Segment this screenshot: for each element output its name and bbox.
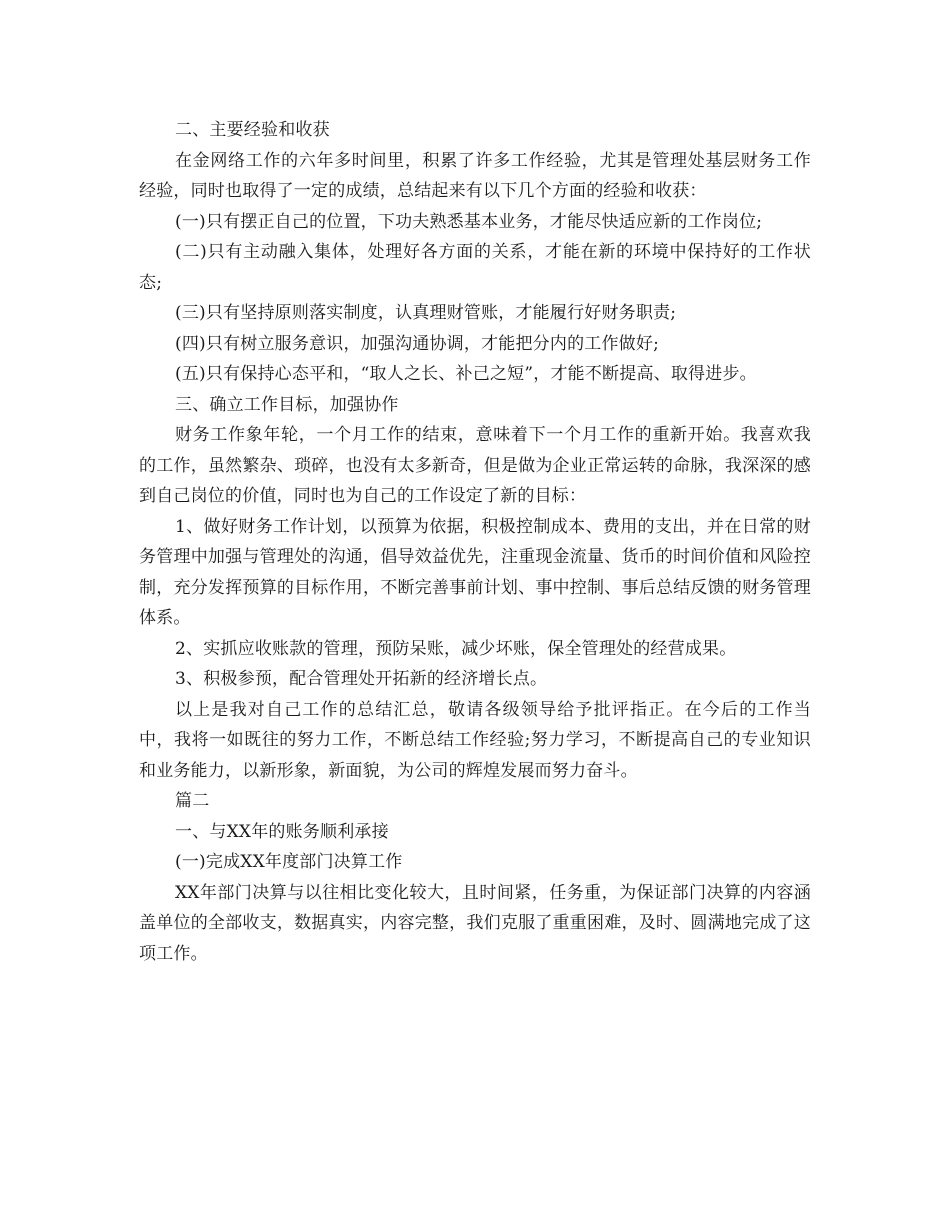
section-heading-3: 三、确立工作目标，加强协作 bbox=[175, 394, 399, 415]
paragraph: XX年部门决算与以往相比变化较大，且时间紧，任务重，为保证部门决算的内容涵盖单位的全部收支，数据真实，内容完整，我们克服了重重困难，及时、圆满地完成了这项工作。 bbox=[139, 882, 811, 964]
part-heading: 篇二 bbox=[175, 791, 210, 811]
list-item: (三)只有坚持原则落实制度，认真理财管账，才能履行好财务职责; bbox=[175, 303, 677, 323]
section-heading-1: 一、与XX年的账务顺利承接 bbox=[175, 821, 389, 842]
list-item: (一)只有摆正自己的位置，下功夫熟悉基本业务，才能尽快适应新的工作岗位; bbox=[175, 211, 763, 232]
section-heading-2: 二、主要经验和收获 bbox=[175, 120, 330, 140]
paragraph: 在金网络工作的六年多时间里，积累了许多工作经验，尤其是管理处基层财务工作经验，同时也取得了一定的成绩，总结起来有以下几个方面的经验和收获： bbox=[139, 150, 811, 201]
paragraph: 财务工作象年轮，一个月工作的结束，意味着下一个月工作的重新开始。我喜欢我的工作，虽然繁杂、琐碎，也没有太多新奇，但是做为企业正常运转的命脉，我深深的感到自己岗位的价值，同时也为自己的工作设定了新的目标： bbox=[139, 425, 811, 506]
list-item: (四)只有树立服务意识，加强沟通协调，才能把分内的工作做好; bbox=[175, 333, 659, 354]
list-item: 3、积极参预，配合管理处开拓新的经济增长点。 bbox=[175, 669, 548, 689]
list-item: 2、实抓应收账款的管理，预防呆账，减少坏账，保全管理处的经营成果。 bbox=[175, 638, 737, 659]
list-item: (二)只有主动融入集体，处理好各方面的关系，才能在新的环境中保持好的工作状态; bbox=[139, 242, 811, 293]
subsection-heading: (一)完成XX年度部门决算工作 bbox=[175, 852, 403, 872]
document-body bbox=[139, 115, 811, 969]
list-item: (五)只有保持心态平和，“取人之长、补己之短”，才能不断提高、取得进步。 bbox=[175, 364, 757, 384]
list-item: 1、做好财务工作计划，以预算为依据，积极控制成本、费用的支出，并在日常的财务管理中加强与管理处的沟通，倡导效益优先，注重现金流量、货币的时间价值和风险控制，充分发挥预算的目标作用，不断完善事前计划、事中控制、事后总结反馈的财务管理体系。 bbox=[139, 516, 811, 628]
paragraph: 以上是我对自己工作的总结汇总，敬请各级领导给予批评指正。在今后的工作当中，我将一如既往的努力工作，不断总结工作经验;努力学习，不断提高自己的专业知识和业务能力，以新形象，新面貌，为公司的辉煌发展而努力奋斗。 bbox=[139, 699, 811, 781]
